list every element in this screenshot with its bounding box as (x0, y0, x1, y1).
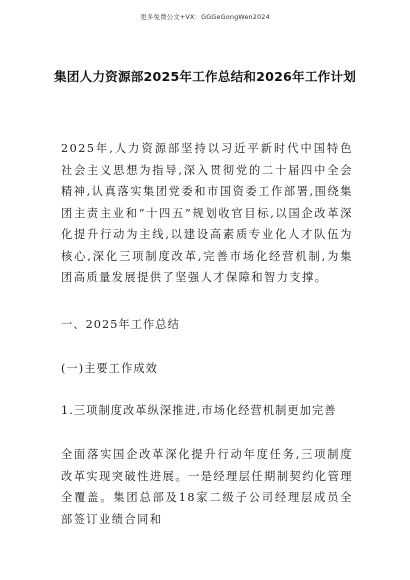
item-paragraph: 全面落实国企改革深化提升行动年度任务,三项制度改革实现突破性进展。一是经理层任期制契约化管理全覆盖。集团总部及18家二级子公司经理层成员全部签订业绩合同和 (61, 448, 353, 526)
section-heading: 一、2025年工作总结 (61, 318, 180, 331)
subsection-heading: (一)主要工作成效 (61, 362, 158, 375)
header-note: 更多免费公文+VX：GGGeGongWen2024 (140, 13, 270, 21)
document-title: 集团人力资源部2025年工作总结和2026年工作计划 (54, 69, 356, 84)
item-heading: 1.三项制度改革纵深推进,市场化经营机制更加完善 (61, 404, 337, 417)
intro-paragraph: 2025年,人力资源部坚持以习近平新时代中国特色社会主义思想为指导,深入贯彻党的二十届四中全会精神,认真落实集团党委和市国资委工作部署,围绕集团主责主业和“十四五”规划收官目标,以国企改革深化提升行动为主线,以建设高素质专业化人才队伍为核心,深化三项制度改革,完善市场化经营机制,为集团高质量发展提供了坚强人才保障和智力支撑。 (61, 142, 353, 284)
